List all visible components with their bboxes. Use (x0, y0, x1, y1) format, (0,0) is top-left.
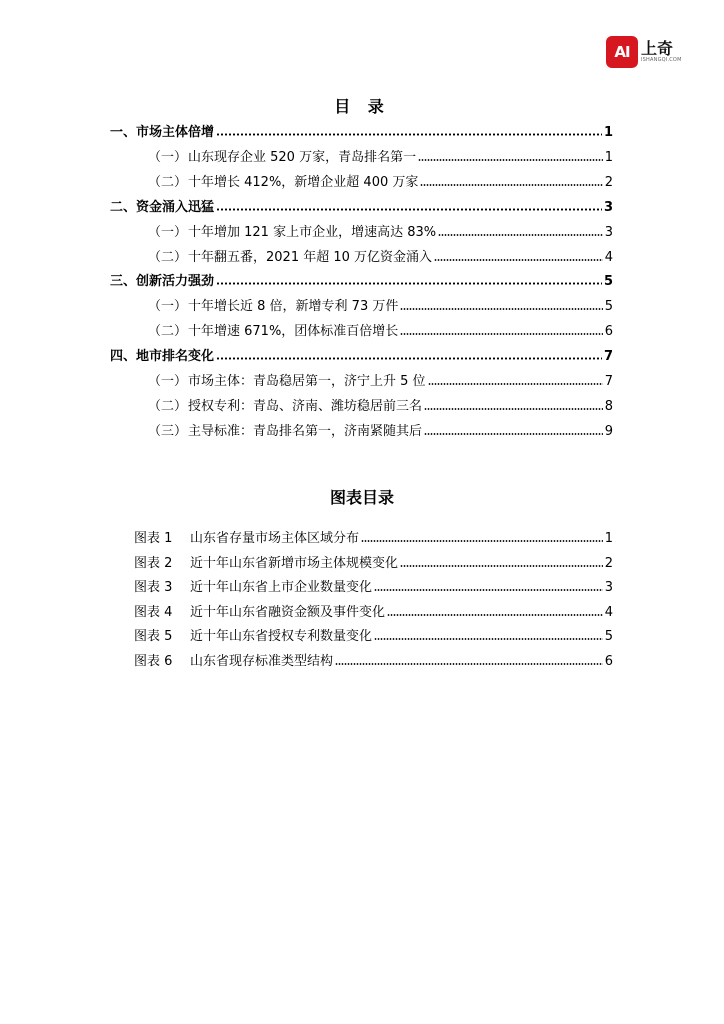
entry-number: （一） (148, 224, 188, 240)
entry-title: 授权专利：青岛、济南、潍坊稳居前三名 (188, 398, 423, 414)
entry-page-number: 5 (603, 274, 613, 290)
dot-leader (387, 614, 603, 616)
toc-subsection-entry[interactable] (148, 369, 613, 389)
entry-page-number: 5 (604, 299, 613, 315)
dot-leader (361, 540, 603, 542)
figure-list-title: 图表目录 (329, 488, 394, 507)
entry-title: 资金涌入迅猛 (136, 199, 215, 215)
entry-title: 十年翻五番，2021 年超 10 万亿资金涌入 (188, 249, 433, 265)
entry-number: （一） (148, 149, 188, 165)
dot-leader (400, 333, 602, 335)
entry-number: 图表 3 (134, 580, 173, 596)
entry-page-number: 3 (603, 199, 613, 215)
entry-title: 近十年山东省融资金额及事件变化 (190, 604, 386, 620)
entry-number: （三） (148, 423, 188, 439)
entry-number: 三、 (110, 274, 137, 290)
toc-subsection-entry[interactable] (148, 145, 613, 165)
entry-page-number: 3 (604, 580, 613, 596)
entry-page-number: 6 (604, 324, 613, 340)
entry-title: 十年增长近 8 倍，新增专利 73 万件 (188, 299, 399, 315)
dot-leader (420, 184, 602, 186)
dot-leader (434, 259, 603, 261)
entry-page-number: 3 (604, 224, 613, 240)
entry-page-number: 1 (604, 531, 613, 546)
logo-mark-icon: AI (606, 36, 638, 68)
entry-number: 二、 (110, 199, 137, 215)
dot-leader (428, 383, 603, 385)
entry-number: （二） (148, 249, 188, 265)
dot-leader (424, 433, 603, 435)
entry-page-number: 7 (604, 374, 613, 389)
entry-number: （一） (148, 299, 188, 315)
brand-logo (606, 36, 688, 68)
dot-leader (424, 408, 603, 410)
entry-title: 十年增加 121 家上市企业，增速高达 83% (188, 224, 437, 240)
toc-section-entry[interactable] (110, 195, 613, 215)
dot-leader (374, 589, 603, 591)
entry-page-number: 1 (603, 125, 613, 140)
entry-title: 主导标准：青岛排名第一，济南紧随其后 (188, 423, 423, 439)
toc-subsection-entry[interactable] (148, 170, 613, 190)
dot-leader (400, 308, 602, 310)
entry-page-number: 9 (604, 423, 613, 439)
entry-number: 图表 2 (134, 555, 173, 571)
entry-number: 一、 (110, 125, 137, 140)
entry-title: 十年增速 671%，团体标准百倍增长 (188, 324, 399, 340)
entry-title: 市场主体倍增 (136, 125, 215, 140)
entry-page-number: 6 (604, 654, 613, 669)
figure-entry[interactable] (134, 624, 613, 644)
entry-number: 图表 5 (134, 629, 173, 645)
toc-section-entry[interactable] (110, 120, 613, 140)
entry-page-number: 2 (604, 174, 613, 190)
entry-title: 近十年山东省上市企业数量变化 (190, 580, 373, 596)
toc-subsection-entry[interactable] (148, 419, 613, 439)
entry-page-number: 8 (604, 398, 613, 414)
entry-number: （二） (148, 398, 188, 414)
figure-entry[interactable] (134, 600, 613, 620)
entry-title: 山东现存企业 520 万家，青岛排名第一 (188, 149, 417, 165)
entry-number: 图表 6 (134, 654, 173, 669)
entry-page-number: 4 (604, 604, 613, 620)
entry-title: 市场主体：青岛稳居第一，济宁上升 5 位 (188, 374, 426, 389)
entry-title: 近十年山东省新增市场主体规模变化 (190, 555, 399, 571)
figure-entry[interactable] (134, 649, 613, 669)
logo-subtitle: ISHANGQI.COM (641, 57, 682, 63)
toc-section-entry[interactable] (110, 344, 613, 364)
entry-number: （二） (148, 174, 188, 190)
entry-number: （二） (148, 324, 188, 340)
dot-leader (216, 357, 602, 360)
entry-title: 地市排名变化 (136, 349, 215, 365)
toc-subsection-entry[interactable] (148, 294, 613, 314)
entry-title: 十年增长 412%，新增企业超 400 万家 (188, 174, 419, 190)
entry-page-number: 2 (604, 555, 613, 571)
toc-subsection-entry[interactable] (148, 245, 613, 265)
entry-title: 近十年山东省授权专利数量变化 (190, 629, 373, 645)
entry-number: （一） (148, 374, 188, 389)
entry-number: 图表 1 (134, 531, 173, 546)
toc-subsection-entry[interactable] (148, 319, 613, 339)
dot-leader (216, 208, 602, 211)
entry-page-number: 4 (604, 249, 613, 265)
dot-leader (438, 234, 603, 236)
figure-entry[interactable] (134, 551, 613, 571)
entry-page-number: 1 (604, 149, 613, 165)
toc-title: 目 录 (334, 97, 390, 116)
entry-number: 四、 (110, 349, 137, 365)
toc-section-entry[interactable] (110, 269, 613, 289)
figure-entry[interactable] (134, 526, 613, 546)
dot-leader (418, 159, 603, 161)
dot-leader (216, 282, 602, 285)
entry-title: 创新活力强劲 (136, 274, 215, 290)
dot-leader (216, 133, 602, 136)
dot-leader (400, 565, 603, 567)
entry-page-number: 5 (604, 629, 613, 645)
entry-title: 山东省存量市场主体区域分布 (190, 531, 360, 546)
entry-number: 图表 4 (134, 604, 173, 620)
entry-title: 山东省现存标准类型结构 (190, 654, 334, 669)
dot-leader (374, 638, 603, 640)
figure-entry[interactable] (134, 575, 613, 595)
dot-leader (335, 663, 603, 665)
entry-page-number: 7 (603, 349, 613, 365)
toc-subsection-entry[interactable] (148, 394, 613, 414)
logo-name: 上奇 (641, 39, 674, 58)
toc-subsection-entry[interactable] (148, 220, 613, 240)
